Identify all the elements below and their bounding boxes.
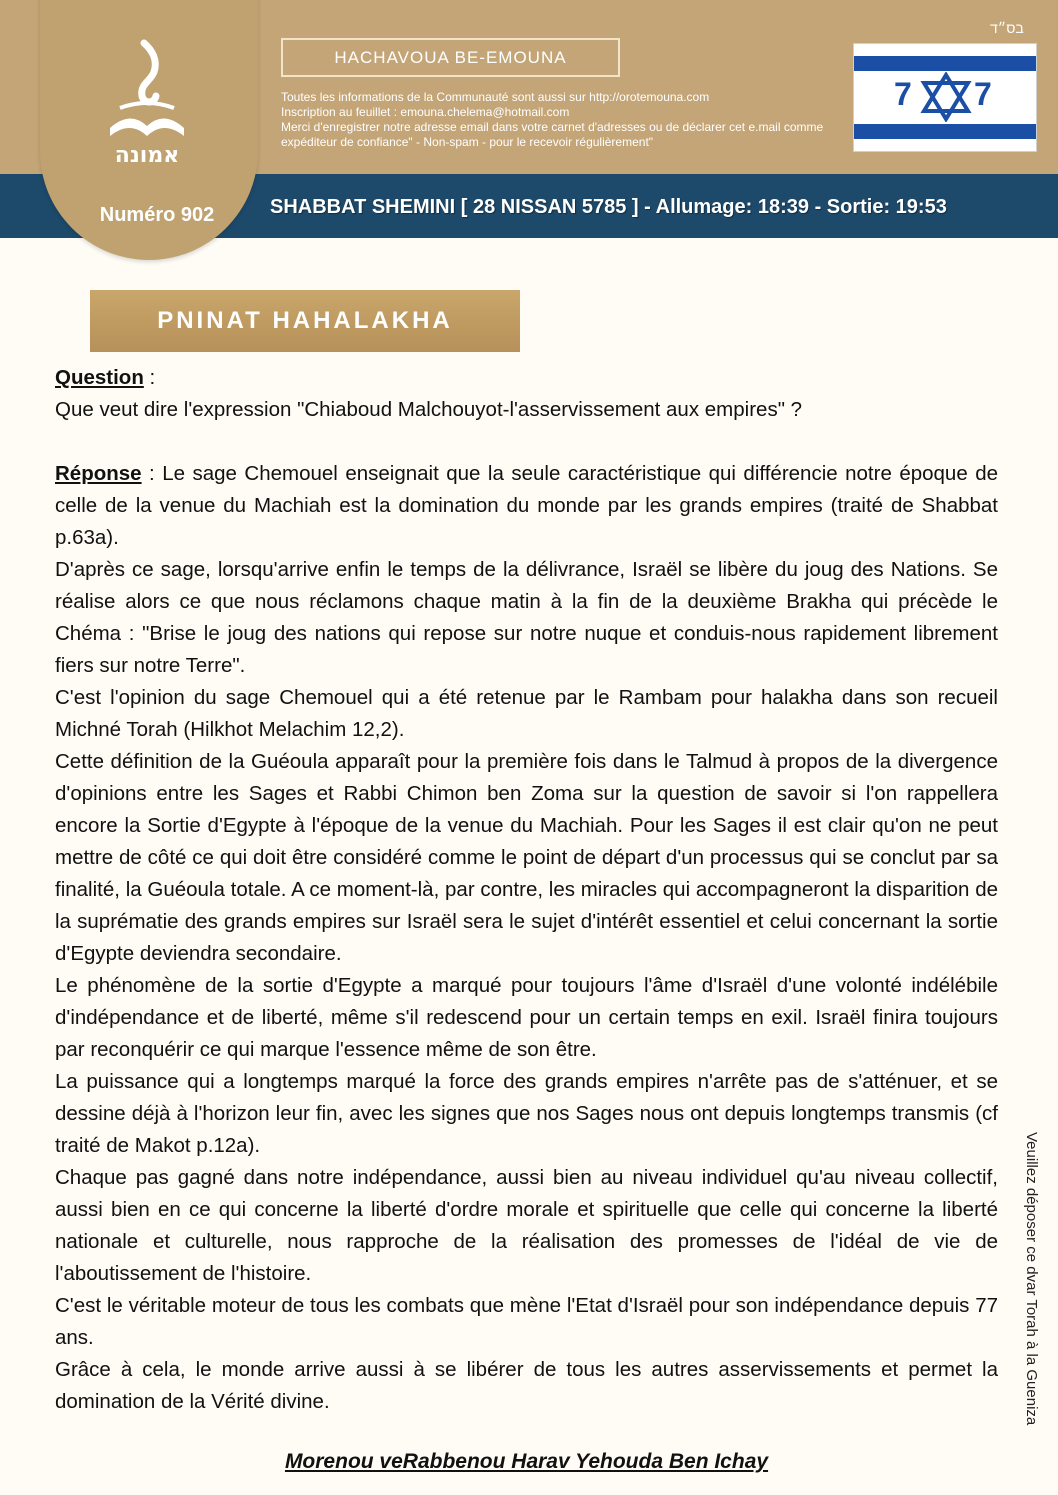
issue-number: Numéro 902 [99,204,215,226]
israel-77-flag [853,43,1037,152]
question-label: Question [55,366,144,389]
section-title: PNINAT HAHALAKHA [90,290,520,352]
flag-number-right: 7 [974,76,992,112]
emouna-logo [100,38,195,178]
answer-paragraph: C'est l'opinion du sage Chemouel qui a été retenue par le Rambam pour halakha dans son recueil Michné Torah (Hilkhot Melachim 12,2). [55,686,998,741]
question-text: Que veut dire l'expression "Chiaboud Malchouyot-l'asservissement aux empires" ? [55,398,803,421]
flag-stripe-top [854,56,1036,71]
answer-paragraph: Grâce à cela, le monde arrive aussi à se libérer de tous les autres asservissements et permet la domination de la Vérité divine. [55,1358,998,1413]
info-line-request: Merci d'enregistrer notre adresse email dans votre carnet d'adresses ou de déclarer cet e.mail comme [281,120,824,134]
logo-hebrew-text: אמונה [114,143,180,168]
answer-paragraph: D'après ce sage, lorsqu'arrive enfin le temps de la délivrance, Israël se libère du joug des Nations. Se réalise alors ce que nous réclamons chaque matin à la fin de la deuxième Brakha qui précède le Chéma : "Brise le joug des nations qui repose sur notre nuque et conduis-nous rapidement librement fiers sur notre Terre". [55,558,998,677]
shabbat-info: SHABBAT SHEMINI [ 28 NISSAN 5785 ] - Allumage: 18:39 - Sortie: 19:53 [270,196,947,218]
answer-label: Réponse [55,462,142,485]
answer-first-text: : Le sage Chemouel enseignait que la seule caractéristique qui différencie notre époque de celle de la venue du Machiah est la domination du monde par les grands empires (traité de Shabbat p.63a). [55,462,998,549]
bsd-mark: בס״ד [990,20,1024,36]
info-block [281,90,851,150]
author-signature: Morenou veRabbenou Harav Yehouda Ben Ichay [284,1450,769,1473]
article-body [55,362,998,1418]
answer-paragraph: Le phénomène de la sortie d'Egypte a marqué pour toujours l'âme d'Israël d'une volonté indélébile d'indépendance et de liberté, même s'il redescend pour un certain temps en exil. Israël finira toujours par reconquérir ce qui marque l'essence même de son être. [55,974,998,1061]
answer-paragraph: La puissance qui a longtemps marqué la force des grands empires n'arrête pas de s'atténuer, et se dessine déjà à l'horizon leur fin, avec les signes que nos Sages nous ont depuis longtemps transmis (cf traité de Makot p.12a). [55,1070,998,1157]
question-heading [55,362,998,394]
geniza-note: Veuillez déposer ce dvar Torah à la Guenizа [1023,1132,1040,1426]
star-of-david-icon [920,72,972,122]
info-line-nonspam: expéditeur de confiance" - Non-spam - pour le recevoir régulièrement" [281,135,654,149]
answer-paragraph: Chaque pas gagné dans notre indépendance, aussi bien au niveau individuel qu'au niveau collectif, aussi bien en ce qui concerne la liberté d'ordre morale et spirituelle que celle qui concerne la liberté nationale et culturelle, nous rapproche de la réalisation des promesses de l'idéal de vie de l'aboutissement de l'histoire. [55,1166,998,1285]
info-line-subscription: Inscription au feuillet : emouna.chelema@hotmail.com [281,105,570,119]
question-separator: : [143,366,156,389]
answer-paragraph: Cette définition de la Guéoula apparaît pour la première fois dans le Talmud à propos de la divergence d'opinions entre les Sages et Rabbi Chimon ben Zoma sur la question de savoir si l'on rappellera encore la Sortie d'Egypte à l'époque de la venue du Machiah. Pour les Sages il est clair qu'on ne peut mettre de côté ce qui doit être considéré comme le point de départ d'un processus qui se conclut par sa finalité, la Guéoula totale. A ce moment-là, par contre, les miracles qui accompagneront la disparition de la suprématie des grands empires sur Israël sera le sujet d'intérêt essentiel et celui concernant la sortie d'Egypte deviendra secondaire. [55,750,998,965]
answer-paragraph: C'est le véritable moteur de tous les combats que mène l'Etat d'Israël pour son indépendance depuis 77 ans. [55,1294,998,1349]
newsletter-title: HACHAVOUA BE-EMOUNA [281,38,620,77]
info-line-website: Toutes les informations de la Communauté sont aussi sur http://orotemouna.com [281,90,710,104]
answer-first-paragraph [55,458,998,554]
flag-stripe-bottom [854,124,1036,139]
flag-number-left: 7 [894,76,912,112]
